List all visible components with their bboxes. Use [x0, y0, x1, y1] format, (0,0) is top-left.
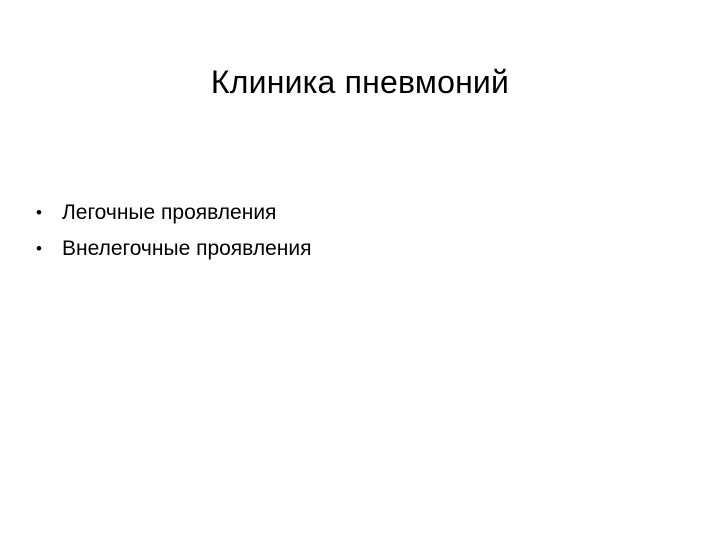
list-item-label: Внелегочные проявления	[62, 237, 312, 260]
bullet-icon: •	[36, 239, 42, 258]
page-title: Клиника пневмоний	[210, 64, 510, 100]
bullet-list	[36, 196, 676, 268]
list-item	[36, 196, 676, 230]
list-item-label: Легочные проявления	[62, 201, 277, 224]
list-item	[36, 232, 676, 266]
bullet-icon: •	[36, 203, 42, 222]
